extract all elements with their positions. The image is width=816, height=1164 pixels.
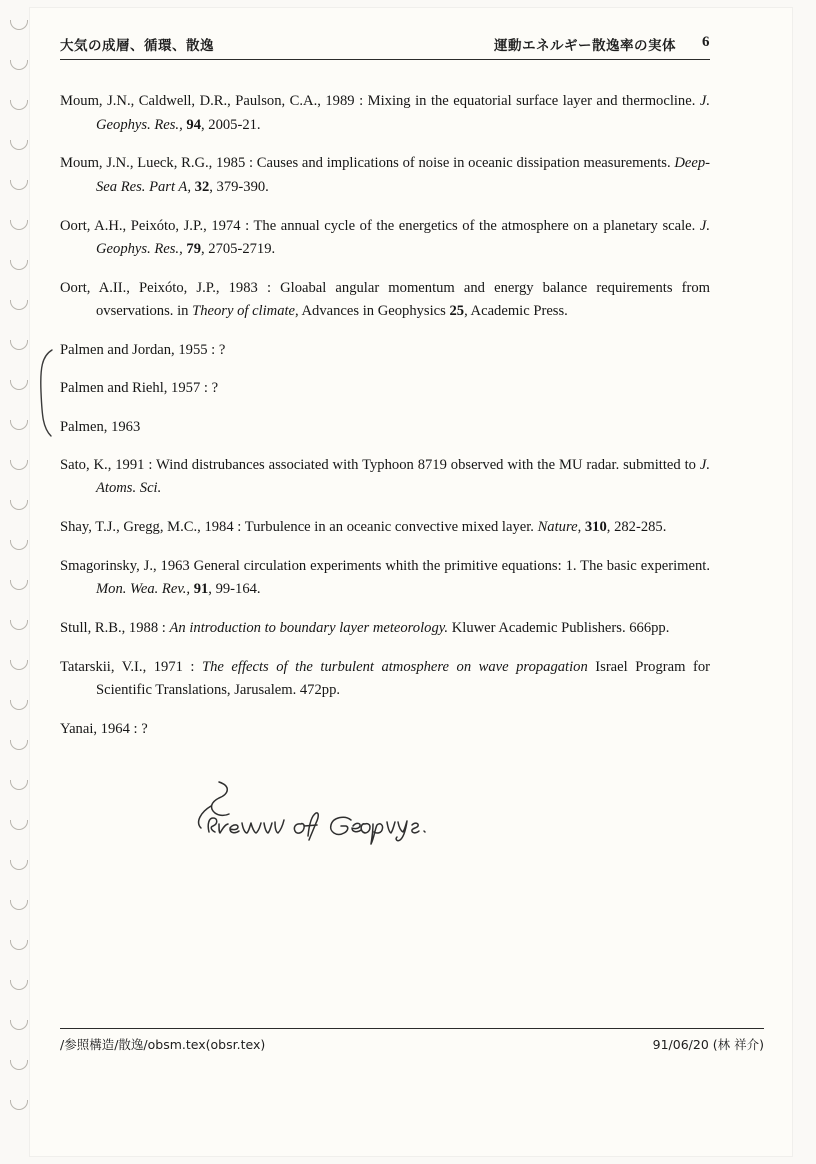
- reference-entry: [60, 339, 710, 363]
- reference-text-run: Oort, A.II., Peixóto, J.P., 1983 : Gloabal angular momentum and energy balance requirements from ovservations. in: [60, 279, 710, 320]
- reference-text-run: , 2005-21.: [200, 116, 261, 133]
- reference-text-run: ,: [577, 519, 585, 536]
- binder-hole: [10, 780, 28, 790]
- reference-entry: [60, 377, 710, 401]
- binder-hole: [10, 860, 28, 870]
- binder-hole: [10, 700, 28, 710]
- reference-text-run: Oort, A.H., Peixóto, J.P., 1974 : The annual cycle of the energetics of the atmosphere on a planetary scale.: [60, 217, 700, 234]
- binder-hole: [10, 620, 28, 630]
- reference-entry: [60, 152, 710, 199]
- binder-hole: [10, 300, 28, 310]
- reference-text-run: 310: [584, 519, 607, 536]
- reference-text-run: , 282-285.: [606, 519, 667, 536]
- footer-date-author: 91/06/20 (林 祥介): [652, 1037, 764, 1052]
- reference-text-run: Palmen and Jordan, 1955 : ?: [60, 342, 226, 359]
- reference-entry: [60, 617, 710, 641]
- reference-text-run: Deep-Sea Res. Part A,: [96, 155, 710, 195]
- reference-list: [60, 90, 710, 742]
- reference-text-run: 32: [194, 178, 210, 195]
- reference-text-run: , 99-164.: [208, 581, 261, 598]
- binder-hole: [10, 20, 28, 30]
- binder-hole: [10, 580, 28, 590]
- binder-hole: [10, 260, 28, 270]
- reference-text-run: Tatarskii, V.I., 1971 :: [60, 658, 203, 675]
- binder-hole-column: [4, 20, 34, 1140]
- binder-hole: [10, 1100, 28, 1110]
- binder-hole: [10, 900, 28, 910]
- reference-text-run: Mon. Wea. Rev.,: [96, 581, 191, 598]
- reference-text-run: , Advances in Geophysics: [295, 303, 450, 320]
- page-number: 6: [702, 34, 710, 50]
- reference-text-run: Moum, J.N., Caldwell, D.R., Paulson, C.A., 1989 : Mixing in the equatorial surface layer and thermocline.: [60, 93, 700, 109]
- binder-hole: [10, 340, 28, 350]
- binder-hole: [10, 740, 28, 750]
- reference-text-run: An introduction to boundary layer meteorology.: [169, 620, 449, 637]
- reference-text-run: 25: [449, 303, 465, 320]
- binder-hole: [10, 1060, 28, 1070]
- page-content: [60, 34, 710, 757]
- reference-text-run: , 2705-2719.: [200, 241, 276, 258]
- reference-entry: [60, 555, 710, 602]
- reference-text-run: J. Geophys. Res.,: [96, 217, 710, 258]
- reference-text-run: Palmen and Riehl, 1957 : ?: [60, 380, 219, 397]
- reference-text-run: 94: [186, 116, 201, 133]
- reference-entry: [60, 277, 710, 324]
- footer-source-path: /参照構造/散逸/obsm.tex(obsr.tex): [60, 1037, 266, 1052]
- binder-hole: [10, 140, 28, 150]
- binder-hole: [10, 500, 28, 510]
- reference-text-run: Stull, R.B., 1988 :: [60, 620, 170, 637]
- reference-entry: [60, 718, 710, 742]
- binder-hole: [10, 60, 28, 70]
- reference-entry: [60, 454, 710, 501]
- reference-text-run: , 379-390.: [209, 178, 269, 195]
- running-head-right-title: 運動エネルギー散逸率の実体: [494, 38, 676, 54]
- reference-text-run: Moum, J.N., Lueck, R.G., 1985 : Causes and implications of noise in oceanic dissipation measurements.: [60, 155, 675, 172]
- page-footer: [60, 1028, 764, 1053]
- reference-text-run: Kluwer Academic Publishers. 666pp.: [448, 620, 670, 637]
- handwritten-note: [175, 780, 465, 850]
- reference-text-run: 79: [186, 241, 201, 258]
- binder-hole: [10, 420, 28, 430]
- reference-text-run: Nature: [537, 519, 578, 536]
- reference-entry: [60, 215, 710, 262]
- reference-entry: [60, 416, 710, 440]
- reference-text-run: J. Atoms. Sci.: [96, 456, 710, 497]
- binder-hole: [10, 660, 28, 670]
- running-head: [60, 34, 710, 60]
- reference-text-run: J. Geophys. Res.,: [96, 93, 710, 133]
- reference-text-run: Palmen, 1963: [60, 418, 141, 435]
- reference-text-run: Israel Program for Scientific Translations, Jarusalem. 472pp.: [96, 658, 710, 699]
- binder-hole: [10, 380, 28, 390]
- reference-text-run: Theory of climate: [192, 303, 296, 320]
- reference-text-run: Yanai, 1964 : ?: [60, 720, 148, 737]
- reference-text-run: Shay, T.J., Gregg, M.C., 1984 : Turbulence in an oceanic convective mixed layer.: [60, 519, 538, 536]
- reference-text-run: 91: [193, 581, 209, 598]
- binder-hole: [10, 540, 28, 550]
- reference-text-run: Sato, K., 1991 : Wind distrubances associated with Typhoon 8719 observed with the MU radar. submitted to: [60, 456, 700, 473]
- binder-hole: [10, 460, 28, 470]
- reference-text-run: Smagorinsky, J., 1963 General circulation experiments whith the primitive equations: 1. The basic experiment.: [60, 557, 710, 574]
- running-head-left-title: 大気の成層、循環、散逸: [60, 38, 214, 54]
- reference-entry: [60, 516, 710, 540]
- reference-text-run: The effects of the turbulent atmosphere on wave propagation: [202, 658, 588, 675]
- hand-drawn-bracket-annotation: [34, 348, 56, 438]
- binder-hole: [10, 980, 28, 990]
- reference-entry: [60, 90, 710, 137]
- binder-hole: [10, 220, 28, 230]
- binder-hole: [10, 1020, 28, 1030]
- binder-hole: [10, 180, 28, 190]
- reference-entry: [60, 656, 710, 703]
- binder-hole: [10, 940, 28, 950]
- reference-text-run: , Academic Press.: [464, 303, 568, 320]
- binder-hole: [10, 820, 28, 830]
- binder-hole: [10, 100, 28, 110]
